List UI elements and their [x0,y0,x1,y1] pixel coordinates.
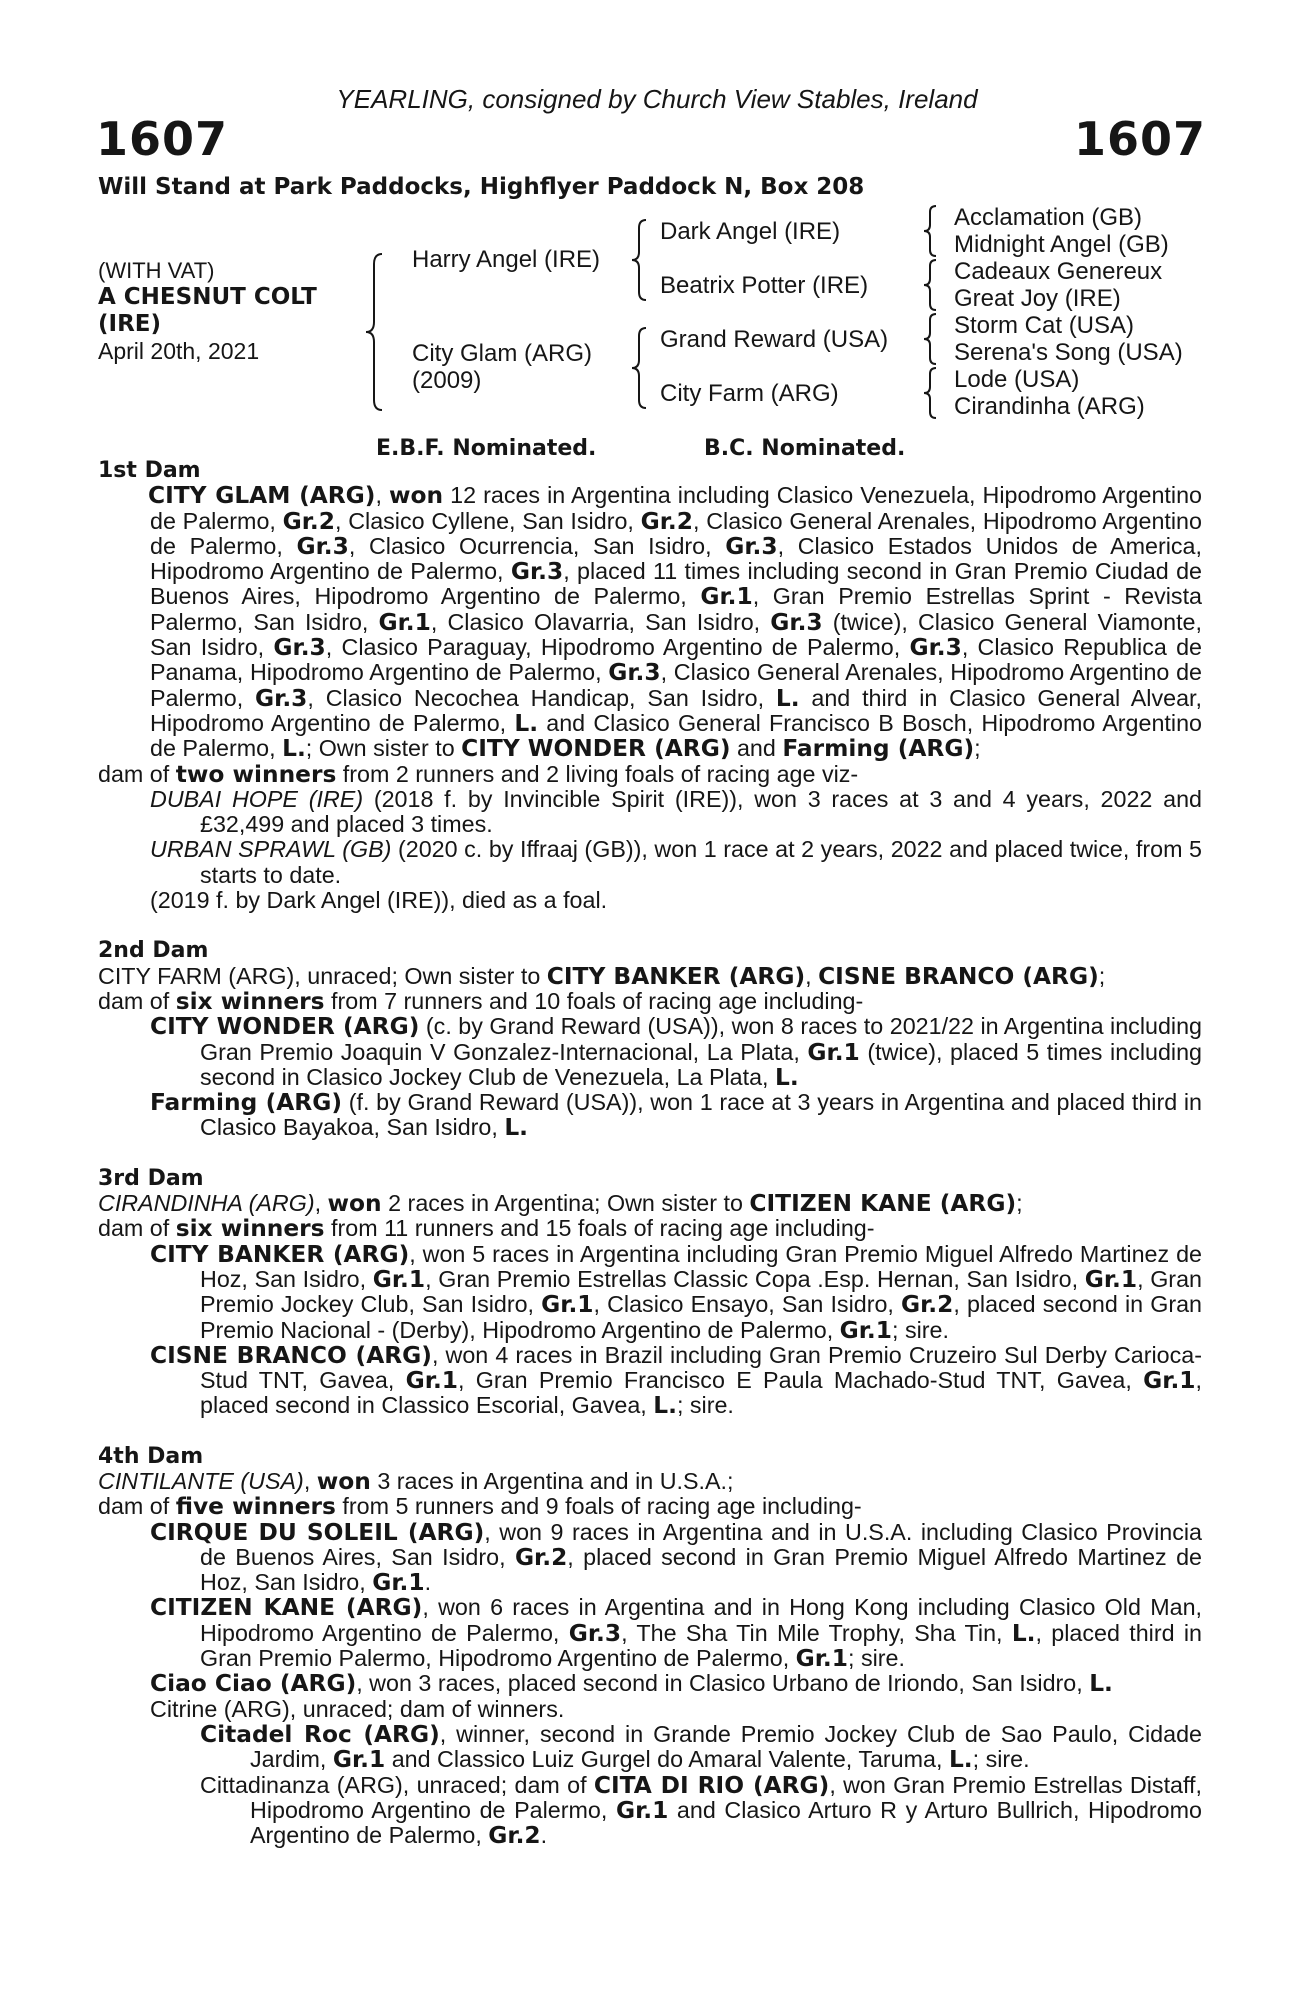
pedigree-g5: Storm Cat (USA) [954,312,1135,339]
foaling-date: April 20th, 2021 [98,338,260,364]
lot-number-right: 1607 [1073,112,1206,166]
horse-origin: (IRE) [98,311,162,337]
pedigree-g6: Serena's Song (USA) [954,339,1183,366]
lot-number-left: 1607 [96,112,229,166]
produce-dubai-hope: DUBAI HOPE (IRE) (2018 f. by Invincible Spirit (IRE)), won 3 races at 3 and 4 years, 2022 and £32,499 and placed 3 times. [150,785,1202,838]
consignment-line: YEARLING, consigned by Church View Stables, Ireland [336,84,978,114]
first-dam-heading: 1st Dam [98,458,201,483]
fourth-dam-record: CINTILANTE (USA), won 3 races in Argentina and in U.S.A.; [98,1467,734,1495]
produce-city-wonder: CITY WONDER (ARG) (c. by Grand Reward (USA)), won 8 races to 2021/22 in Argentina including Gran Premio Joaquin V Gonzalez-Internacional, La Plata, Gr.1 (twice), placed 5 times including second in Clasico Jockey Club de Venezuela, La Plata, L. [150,1013,1203,1091]
produce-farming: Farming (ARG) (f. by Grand Reward (USA)), won 1 race at 3 years in Argentina and placed third in Clasico Bayakoa, San Isidro, L. [150,1089,1203,1142]
pedigree-g4: Great Joy (IRE) [954,285,1121,312]
pedigree-dam-sire: Grand Reward (USA) [660,326,889,353]
stabling-location: Will Stand at Park Paddocks, Highflyer Paddock N, Box 208 [98,174,865,200]
third-dam-record: CIRANDINHA (ARG), won 2 races in Argentina; Own sister to CITIZEN KANE (ARG); [98,1190,1023,1218]
pedigree-g1: Acclamation (GB) [954,204,1143,231]
pedigree-g2: Midnight Angel (GB) [954,231,1169,258]
produce-2019-foal: (2019 f. by Dark Angel (IRE)), died as a foal. [150,887,608,914]
produce-citizen-kane: CITIZEN KANE (ARG), won 6 races in Argentina and in Hong Kong including Clasico Old Man, Hipodromo Argentino de Palermo, Gr.3, The Sha Tin Mile Trophy, Sha Tin, L., placed third in Gran Premio Palermo, Hipodromo Argentino de Palermo, Gr.1; sire. [150,1594,1202,1673]
third-dam-heading: 3rd Dam [98,1165,204,1191]
pedigree-brace-g3 [922,312,940,366]
produce-ciao-ciao: Ciao Ciao (ARG), won 3 races, placed second in Clasico Urbano de Iriondo, San Isidro, L. [150,1670,1113,1698]
pedigree-sire-sire: Dark Angel (IRE) [660,218,841,245]
pedigree-brace-dam [630,326,650,410]
produce-urban-sprawl: URBAN SPRAWL (GB) (2020 c. by Iffraaj (GB)), won 1 race at 2 years, 2022 and placed twice, from 5 starts to date. [150,836,1202,888]
second-dam-produce-summary: dam of six winners from 7 runners and 10 foals of racing age including- [98,987,864,1015]
produce-record [98,458,1202,1848]
horse-name: A CHESNUT COLT [98,284,317,310]
pedigree-dam: City Glam (ARG) [412,340,592,367]
ebf-nomination: E.B.F. Nominated. [376,436,597,461]
produce-cirque-du-soleil: CIRQUE DU SOLEIL (ARG), won 9 races in Argentina and in U.S.A. including Clasico Provincia de Buenos Aires, San Isidro, Gr.2, placed second in Gran Premio Miguel Alfredo Martinez de Hoz, San Isidro, Gr.1. [150,1518,1202,1597]
produce-cisne-branco: CISNE BRANCO (ARG), won 4 races in Brazil including Gran Premio Cruzeiro Sul Derby Carioca-Stud TNT, Gavea, Gr.1, Gran Premio Francisco E Paula Machado-Stud TNT, Gavea, Gr.1, placed second in Classico Escorial, Gavea, L.; sire. [150,1341,1202,1420]
pedigree-g8: Cirandinha (ARG) [954,393,1145,420]
produce-cittadinanza: Cittadinanza (ARG), unraced; dam of CITA DI RIO (ARG), won Gran Premio Estrellas Distaff, Hipodromo Argentino de Palermo, Gr.1 and Clasico Arturo R y Arturo Bullrich, Hipodromo Argentino de Palermo, Gr.2. [200,1771,1203,1850]
first-dam-produce-summary: dam of two winners from 2 runners and 2 living foals of racing age viz- [98,760,859,788]
fourth-dam-heading: 4th Dam [98,1443,204,1469]
second-dam-record: CITY FARM (ARG), unraced; Own sister to CITY BANKER (ARG), CISNE BRANCO (ARG); [98,962,1106,990]
pedigree-brace-g1 [922,204,940,258]
vat-note: (WITH VAT) [98,258,215,283]
pedigree-brace-main [364,252,386,412]
pedigree-g7: Lode (USA) [954,366,1080,393]
fourth-dam-produce-summary: dam of five winners from 5 runners and 9 foals of racing age including- [98,1493,862,1521]
produce-citadel-roc: Citadel Roc (ARG), winner, second in Grande Premio Jockey Club de Sao Paulo, Cidade Jardim, Gr.1 and Classico Luiz Gurgel do Amaral Valente, Taruma, L.; sire. [200,1720,1203,1774]
pedigree-sire: Harry Angel (IRE) [412,246,601,273]
pedigree-g3: Cadeaux Genereux [954,258,1163,285]
pedigree-brace-g2 [922,258,940,312]
produce-citrine: Citrine (ARG), unraced; dam of winners. [150,1695,565,1722]
third-dam-produce-summary: dam of six winners from 11 runners and 15 foals of racing age including- [98,1215,875,1243]
pedigree-sire-dam: Beatrix Potter (IRE) [660,272,869,299]
second-dam-heading: 2nd Dam [98,938,209,964]
pedigree-brace-g4 [922,366,940,420]
first-dam-record: CITY GLAM (ARG), won 12 races in Argentina including Clasico Venezuela, Hipodromo Argentino de Palermo, Gr.2, Clasico Cyllene, San Isidro, Gr.2, Clasico General Arenales, Hipodromo Argentino de Palermo, Gr.3, Clasico Ocurrencia, San Isidro, Gr.3, Clasico Estados Unidos de America, Hipodromo Argentino de Palermo, Gr.3, placed 11 times including second in Gran Premio Ciudad de Buenos Aires, Hipodromo Argentino de Palermo, Gr.1, Gran Premio Estrellas Sprint - Revista Palermo, San Isidro, Gr.1, Clasico Olavarria, San Isidro, Gr.3 (twice), Clasico General Viamonte, San Isidro, Gr.3, Clasico Paraguay, Hipodromo Argentino de Palermo, Gr.3, Clasico Republica de Panama, Hipodromo Argentino de Palermo, Gr.3, Clasico General Arenales, Hipodromo Argentino de Palermo, Gr.3, Clasico Necochea Handicap, San Isidro, L. and third in Clasico General Alvear, Hipodromo Argentino de Palermo, L. and Clasico General Francisco B Bosch, Hipodromo Argentino de Palermo, L.; Own sister to CITY WONDER (ARG) and Farming (ARG); [148,482,1202,763]
pedigree-dam-year: (2009) [412,367,482,394]
pedigree-dam-dam: City Farm (ARG) [660,380,839,407]
bc-nomination: B.C. Nominated. [704,436,906,461]
produce-city-banker: CITY BANKER (ARG), won 5 races in Argentina including Gran Premio Miguel Alfredo Martinez de Hoz, San Isidro, Gr.1, Gran Premio Estrellas Classic Copa .Esp. Hernan, San Isidro, Gr.1, Gran Premio Jockey Club, San Isidro, Gr.1, Clasico Ensayo, San Isidro, Gr.2, placed second in Gran Premio Nacional - (Derby), Hipodromo Argentino de Palermo, Gr.1; sire. [150,1240,1202,1344]
pedigree-brace-sire [630,218,650,302]
